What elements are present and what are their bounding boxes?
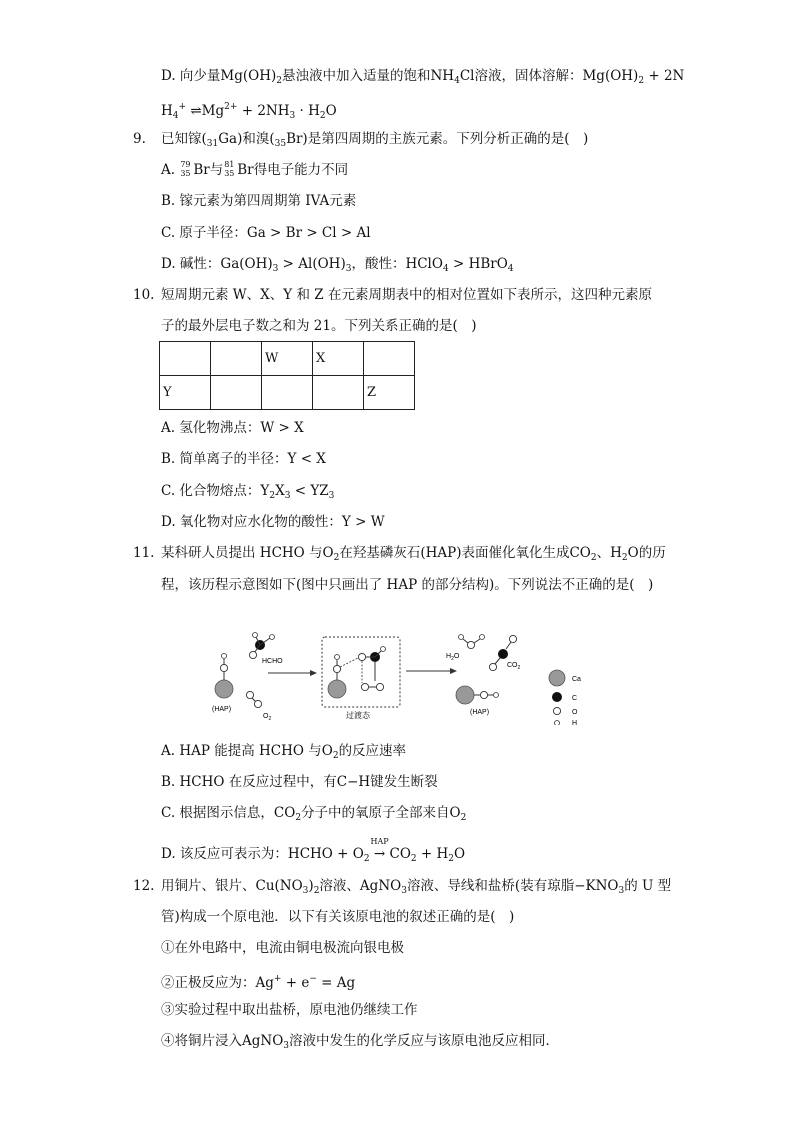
q11-c-text: C. 根据图示信息，CO	[161, 805, 296, 821]
legend-c-swatch	[552, 692, 562, 702]
table-cell: Y	[160, 376, 211, 410]
o-atom	[249, 651, 256, 658]
q9-number: 9.	[133, 131, 146, 147]
h-atom	[459, 635, 464, 640]
legend-h-label: H	[572, 720, 578, 725]
o-atom	[246, 691, 253, 698]
table-cell: Z	[364, 376, 415, 410]
q11-option-a	[161, 742, 406, 765]
q12-statement-4	[161, 1032, 559, 1055]
o-atom	[480, 691, 487, 698]
q9-option-b: B. 镓元素为第四周期第 IVA元素	[161, 193, 357, 209]
hap-label: (HAP)	[212, 706, 232, 713]
reaction-mechanism-diagram	[200, 625, 620, 725]
q9-a-prefix: A.	[161, 162, 176, 178]
h-atom	[381, 647, 386, 652]
q9-stem	[161, 130, 588, 153]
q10-stem-line1: 短周期元素 W、X、Y 和 Z 在元素周期表中的相对位置如下表所示，这四种元素原	[161, 287, 652, 303]
co2-label: $CO_2$	[507, 662, 521, 671]
q12-stem-line1	[161, 877, 671, 900]
c-atom	[498, 649, 508, 659]
o-atom	[254, 700, 261, 707]
q10-number: 10.	[133, 287, 155, 303]
q8-d-sub: 4	[454, 76, 460, 86]
mass-number: 81	[224, 160, 235, 169]
legend-ca-label: Ca	[572, 676, 581, 683]
q9-option-d	[161, 255, 514, 278]
catalyst-arrow: HAP →	[374, 845, 385, 863]
q12-number: 12.	[133, 878, 155, 894]
q8-d-sub: 2	[276, 76, 282, 86]
q10-option-b: B. 简单离子的半径：Y < X	[161, 451, 326, 467]
q9-d-text: > Al(OH)	[278, 256, 346, 272]
q11-stem-line1	[161, 544, 666, 567]
q8-d-text: H	[161, 103, 173, 119]
q11-d-text: CO	[389, 846, 411, 862]
q8-option-d-line2	[161, 98, 337, 125]
q8-d-text: 悬浊液中加入适量的饱和NH	[282, 68, 455, 84]
q9-stem-text: 已知镓(	[161, 131, 207, 147]
q9-option-c: C. 原子半径：Ga > Br > Cl > Al	[161, 225, 371, 241]
q11-d-sub: 2	[410, 854, 417, 864]
q8-d-sub: 2	[319, 111, 326, 121]
isotope-prescript	[179, 161, 193, 179]
h-atom	[335, 655, 340, 660]
q11-stem-sub: 2	[621, 553, 628, 563]
o-atom	[220, 664, 227, 671]
q11-c-sub: 2	[295, 813, 302, 823]
ca-atom	[456, 686, 474, 704]
table-cell: W	[262, 342, 313, 376]
q12-statement-1: ①在外电路中，电流由铜电极流向银电极	[161, 940, 404, 956]
q10-c-text: C. 化合物熔点：Y	[161, 483, 270, 499]
q8-d-text: Cl溶液，固体溶解：Mg(OH)	[459, 68, 639, 84]
q8-d-text: O	[325, 103, 337, 119]
q10-stem-line2: 子的最外层电子数之和为 21。下列关系正确的是( )	[161, 318, 477, 334]
q12-stem-text: 溶液、AgNO	[319, 878, 402, 894]
table-row	[160, 342, 415, 376]
o-atom	[333, 665, 340, 672]
ca-atom	[215, 680, 233, 698]
q10-c-sub: 2	[269, 491, 276, 501]
h-atom	[253, 633, 258, 638]
q11-a-text: 的反应速率	[338, 743, 407, 759]
q12-s2-text: ②正极反应为：Ag	[161, 975, 274, 991]
ca-atom	[328, 680, 346, 698]
h-atom	[480, 635, 485, 640]
q11-d-text: O	[454, 846, 466, 862]
q11-d-text: + H	[416, 846, 449, 862]
o-atom	[358, 653, 365, 660]
q10-c-sub: 3	[284, 491, 291, 501]
q11-stem-text: O的历	[627, 545, 666, 561]
h-atom	[494, 693, 499, 698]
q12-s4-text: ④将铜片浸入AgNO	[161, 1033, 284, 1049]
h-atom	[270, 635, 275, 640]
q9-d-text: ，酸性：HClO	[351, 256, 443, 272]
q9-d-sub: 3	[345, 264, 352, 274]
q12-stem-sub: 3	[401, 886, 407, 896]
q11-d-text: D. 该反应可表示为：HCHO + O	[161, 846, 364, 862]
q8-d-sup: 2+	[224, 102, 238, 112]
o-atom	[467, 641, 474, 648]
q11-option-d	[161, 837, 466, 868]
table-row	[160, 376, 415, 410]
o-atom	[489, 663, 496, 670]
q12-statement-2	[161, 970, 355, 992]
q9-a-text: Br与	[193, 162, 224, 178]
q8-d-text: + 2NH	[237, 103, 290, 119]
q12-stem-text: 的 U 型	[624, 878, 672, 894]
h2o-label: $H_2O$	[446, 653, 460, 662]
hap-label: (HAP)	[470, 709, 490, 716]
legend-c-label: C	[572, 695, 578, 702]
table-cell	[211, 376, 262, 410]
q9-stem-text: Ga)和溴(	[218, 131, 275, 147]
q8-d-text: D. 向少量Mg(OH)	[161, 68, 277, 84]
q11-stem-text: 在羟基磷灰石(HAP)表面催化氧化生成CO	[339, 545, 591, 561]
table-cell	[211, 342, 262, 376]
q8-d-sup: +	[178, 102, 187, 112]
q9-option-a	[161, 161, 348, 179]
q12-stem-sub: 3	[302, 886, 309, 896]
q8-d-sub: 2	[638, 76, 645, 86]
q11-stem-line2: 程，该历程示意图如下(图中只画出了 HAP 的部分结构)。下列说法不正确的是( )	[161, 577, 654, 593]
q12-stem-text: 用铜片、银片、Cu(NO	[161, 878, 303, 894]
q9-d-sub: 4	[507, 264, 514, 274]
catalyst-label: HAP	[370, 837, 389, 846]
q11-a-text: A. HAP 能提高 HCHO 与O	[161, 743, 333, 759]
legend-ca-swatch	[549, 670, 565, 686]
q12-stem-sub: 2	[313, 886, 320, 896]
o-atom	[361, 683, 368, 690]
q12-stem-line2: 管)构成一个原电池．以下有关该原电池的叙述正确的是( )	[161, 909, 515, 925]
q8-d-text: · H	[295, 103, 320, 119]
h-atom	[222, 654, 227, 659]
q11-a-sub: 2	[332, 751, 339, 761]
mass-number: 79	[180, 160, 191, 169]
q11-stem-text: 某科研人员提出 HCHO 与O	[161, 545, 334, 561]
q11-d-sub: 2	[448, 854, 455, 864]
q10-c-text: < YZ	[290, 483, 329, 499]
q12-stem-sub: 3	[618, 886, 625, 896]
q11-stem-sub: 2	[590, 553, 597, 563]
q9-d-sub: 3	[272, 264, 279, 274]
legend-o-swatch	[553, 707, 560, 714]
hcho-label: HCHO	[262, 658, 283, 665]
transition-state-label: 过渡态	[346, 711, 370, 720]
q10-c-sub: 3	[328, 491, 335, 501]
q9-stem-sub: 35	[274, 139, 287, 149]
table-cell	[160, 342, 211, 376]
q11-number: 11.	[133, 545, 155, 561]
q11-d-sub: 2	[363, 854, 370, 864]
q12-s2-sup: +	[273, 974, 282, 984]
q9-d-text: D. 碱性：Ga(OH)	[161, 256, 273, 272]
q12-s2-text: + e	[281, 975, 310, 991]
q8-d-text: ⇌Mg	[186, 103, 225, 119]
q10-option-a: A. 氢化物沸点：W > X	[161, 420, 304, 436]
atomic-number: 35	[180, 169, 191, 178]
q10-option-d: D. 氧化物对应水化物的酸性：Y > W	[161, 514, 385, 530]
o2-label: $O_2$	[263, 713, 272, 722]
q11-stem-text: 、H	[596, 545, 622, 561]
q12-stem-text: 溶液、导线和盐桥(装有琼脂−KNO	[406, 878, 619, 894]
q11-option-c	[161, 804, 466, 827]
q12-stem-text: )	[308, 878, 314, 894]
q9-stem-sub: 31	[206, 139, 219, 149]
legend-h-swatch	[555, 721, 560, 726]
q10-c-text: X	[275, 483, 285, 499]
q11-option-b: B. HCHO 在反应过程中，有C−H键发生断裂	[161, 774, 438, 790]
o-atom	[376, 683, 383, 690]
legend-o-label: O	[572, 709, 578, 716]
atomic-number: 35	[224, 169, 235, 178]
q9-a-text: Br得电子能力不同	[237, 162, 349, 178]
table-cell	[262, 376, 313, 410]
periodic-table-fragment	[159, 341, 415, 410]
table-cell: X	[313, 342, 364, 376]
q12-s4-sub: 3	[283, 1041, 290, 1051]
q9-d-text: > HBrO	[448, 256, 508, 272]
q8-d-sub: 4	[172, 111, 179, 121]
q12-s2-sup: −	[309, 974, 317, 984]
q8-option-d-line1	[161, 67, 684, 90]
q8-d-sub: 3	[289, 111, 296, 121]
table-cell	[313, 376, 364, 410]
q12-s4-text: 溶液中发生的化学反应与该原电池反应相同．	[289, 1033, 560, 1049]
q12-s2-text: = Ag	[316, 975, 356, 991]
q12-statement-3: ③实验过程中取出盐桥，原电池仍继续工作	[161, 1002, 418, 1018]
q11-c-sub: 2	[460, 813, 467, 823]
o-atom	[509, 635, 516, 642]
q8-d-text: + 2N	[644, 68, 685, 84]
isotope-prescript	[223, 161, 237, 179]
q11-c-text: 分子中的氧原子全部来自O	[301, 805, 461, 821]
table-cell	[364, 342, 415, 376]
q11-stem-sub: 2	[333, 553, 340, 563]
q10-option-c	[161, 482, 334, 505]
q9-d-sub: 4	[442, 264, 449, 274]
q9-stem-text: Br)是第四周期的主族元素。下列分析正确的是( )	[286, 131, 589, 147]
